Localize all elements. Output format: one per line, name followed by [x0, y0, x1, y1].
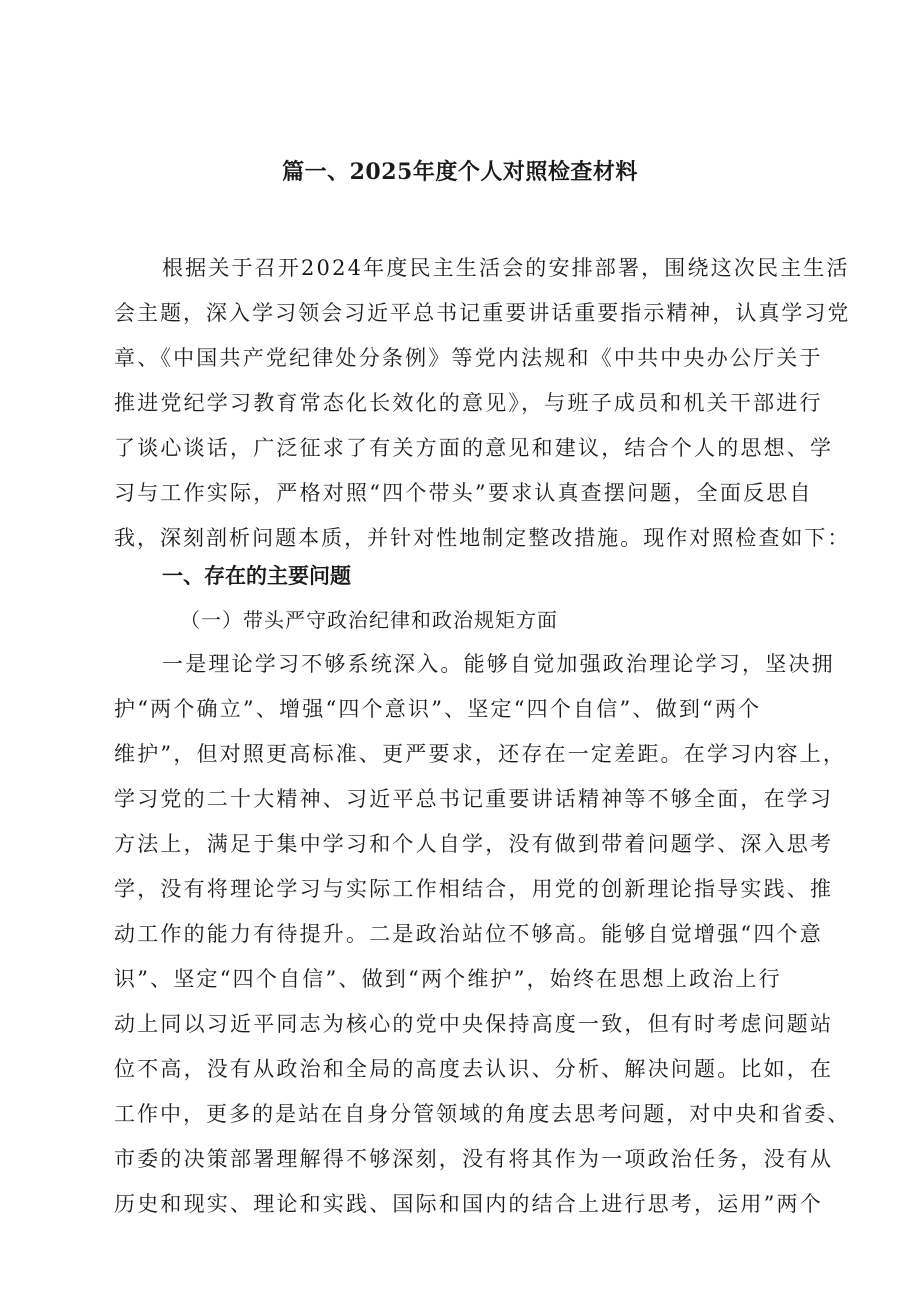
body-line-4: 学习党的二十大精神、习近平总书记重要讲话精神等不够全面，在学习	[114, 787, 834, 811]
intro-line-7: 我，深刻剖析问题本质，并针对性地制定整改措施。现作对照检查如下：	[114, 526, 851, 550]
intro-line-3: 章、《中国共产党纪律处分条例》等党内法规和《中共中央办公厅关于	[114, 346, 823, 370]
body-line-1: 一是理论学习不够系统深入。能够自觉加强政治理论学习，坚决拥	[162, 652, 835, 676]
body-line-8: 识”、坚定“四个自信”、做到“两个维护”，始终在思想上政治上行	[114, 967, 782, 991]
intro-line-2: 会主题，深入学习领会习近平总书记重要讲话重要指示精神，认真学习党	[114, 301, 851, 325]
body-line-11: 工作中，更多的是站在自身分管领域的角度去思考问题，对中央和省委、	[114, 1102, 851, 1126]
body-line-5: 方法上，满足于集中学习和个人自学，没有做到带着问题学、深入思考	[114, 832, 834, 856]
body-line-2: 护“两个确立”、增强“四个意识”、坚定“四个自信”、做到“两个	[114, 697, 762, 721]
section-heading: 一、存在的主要问题	[162, 564, 351, 588]
body-line-7: 动工作的能力有待提升。二是政治站位不够高。能够自觉增强“四个意	[114, 922, 823, 946]
body-line-6: 学，没有将理论学习与实际工作相结合，用党的创新理论指导实践、推	[114, 877, 834, 901]
body-line-9: 动上同以习近平同志为核心的党中央保持高度一致，但有时考虑问题站	[114, 1012, 834, 1036]
intro-line-1: 根据关于召开2024年度民主生活会的安排部署，围绕这次民主生活	[162, 256, 850, 280]
body-line-10: 位不高，没有从政治和全局的高度去认识、分析、解决问题。比如，在	[114, 1057, 834, 1081]
body-line-13: 历史和现实、理论和实践、国际和国内的结合上进行思考，运用”两个	[114, 1192, 823, 1216]
intro-line-6: 习与工作实际，严格对照“四个带头”要求认真查摆问题，全面反思自	[114, 481, 813, 505]
body-line-3: 维护”，但对照更高标准、更严要求，还存在一定差距。在学习内容上，	[114, 742, 847, 766]
document-title: 篇一、2025年度个人对照检查材料	[282, 159, 638, 185]
subsection-heading: （一）带头严守政治纪律和政治规矩方面	[180, 608, 558, 632]
intro-line-4: 推进党纪学习教育常态化长效化的意见》，与班子成员和机关干部进行	[114, 391, 823, 415]
intro-line-5: 了谈心谈话，广泛征求了有关方面的意见和建议，结合个人的思想、学	[114, 436, 834, 460]
body-line-12: 市委的决策部署理解得不够深刻，没有将其作为一项政治任务，没有从	[114, 1147, 834, 1171]
